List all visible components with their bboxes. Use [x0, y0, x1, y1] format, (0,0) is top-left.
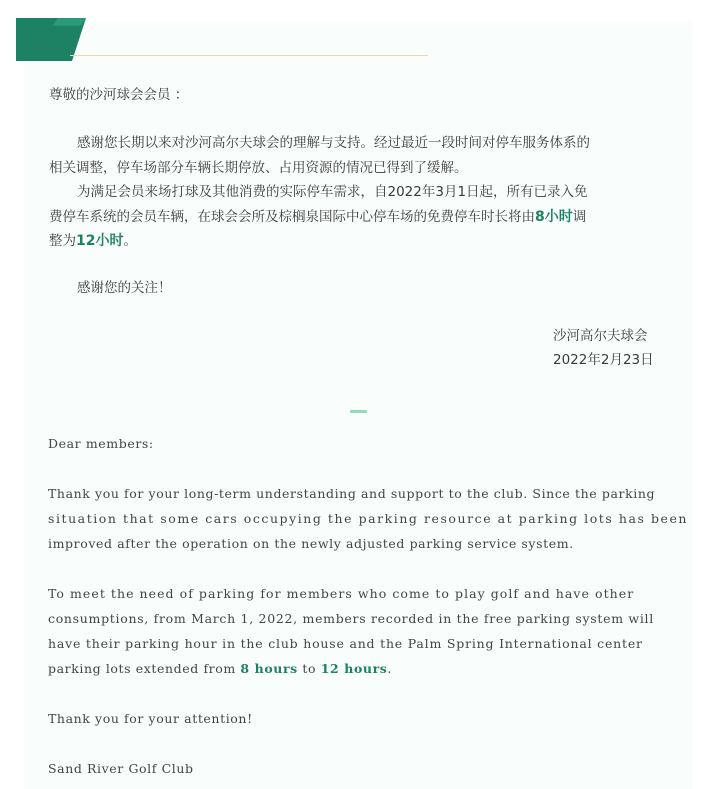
zh-paragraph2-line1: 为满足会员来场打球及其他消费的实际停车需求，自2022年3月1日起，所有已录入免	[77, 184, 588, 200]
zh-thanks: 感谢您的关注！	[77, 280, 172, 296]
zh-date: 2022年2月23日	[553, 352, 654, 368]
header-rule	[70, 55, 428, 56]
en-highlight-12-hours: 12 hours	[320, 661, 388, 676]
zh-paragraph2-line3	[49, 229, 137, 250]
en-p2-line4-text-a: parking lots extended from	[48, 661, 241, 676]
en-salutation: Dear members:	[48, 436, 154, 451]
zh-paragraph1-line2: 相关调整，停车场部分车辆长期停放、占用资源的情况已得到了缓解。	[49, 160, 468, 176]
zh-p2-line2-text-b: 调	[572, 209, 587, 225]
en-paragraph2-line2: consumptions, from March 1, 2022, members recorded in the free parking system will	[48, 611, 654, 626]
zh-paragraph2-line2	[49, 205, 586, 226]
zh-highlight-12-hours: 12小时	[76, 233, 124, 249]
zh-signature: 沙河高尔夫球会	[553, 328, 648, 344]
en-highlight-8-hours: 8 hours	[240, 661, 298, 676]
section-divider	[350, 410, 367, 413]
en-signature: Sand River Golf Club	[48, 761, 194, 776]
zh-salutation: 尊敬的沙河球会会员 ：	[49, 87, 189, 103]
en-p2-line4-text-b: to	[297, 661, 321, 676]
zh-p2-line2-text-a: 费停车系统的会员车辆，在球会会所及棕榈泉国际中心停车场的免费停车时长将由	[49, 209, 535, 225]
zh-p2-line3-text-b: 。	[123, 233, 137, 249]
en-paragraph1-line2: situation that some cars occupying the parking resource at parking lots has been	[48, 511, 689, 526]
en-paragraph1-line3: improved after the operation on the newly adjusted parking service system.	[48, 536, 574, 551]
zh-p2-line3-text-a: 整为	[49, 233, 76, 249]
zh-highlight-8-hours: 8小时	[535, 209, 573, 225]
en-paragraph2-line4	[48, 661, 392, 676]
zh-paragraph1-line1: 感谢您长期以来对沙河高尔夫球会的理解与支持。经过最近一段时间对停车服务体系的	[77, 135, 590, 151]
en-paragraph1-line1: Thank you for your long-term understanding and support to the club. Since the parking	[48, 486, 656, 501]
en-thanks: Thank you for your attention!	[48, 711, 253, 726]
en-p2-line4-text-c: .	[387, 661, 392, 676]
en-paragraph2-line1: To meet the need of parking for members who come to play golf and have other	[48, 586, 635, 601]
en-paragraph2-line3: have their parking hour in the club house and the Palm Spring International center	[48, 636, 643, 651]
